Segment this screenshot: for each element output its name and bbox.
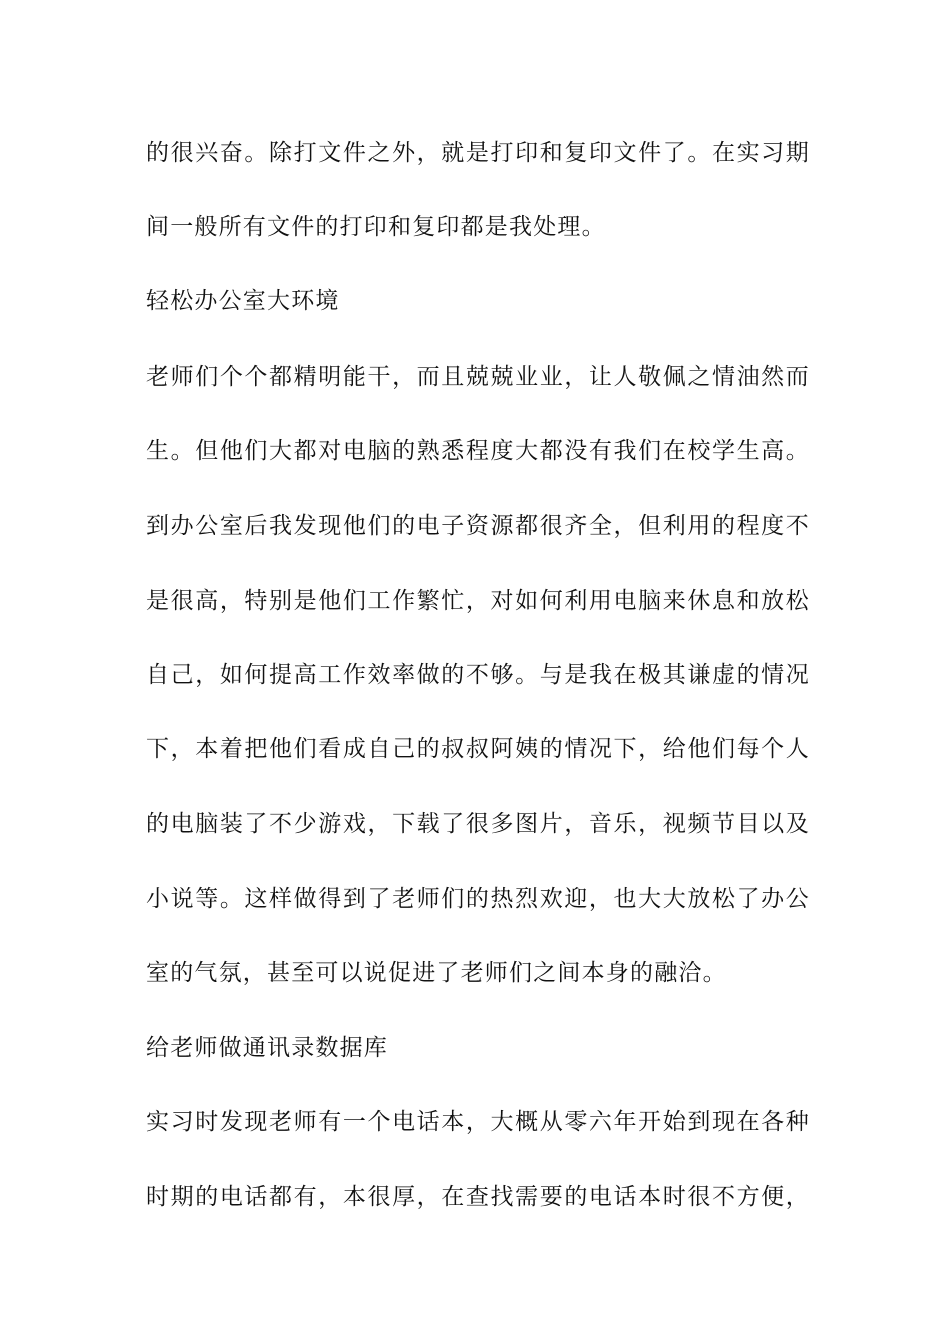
body-text-line: 实习时发现老师有一个电话本，大概从零六年开始到现在各种 [146,1109,810,1135]
body-text-line: 自己，如何提高工作效率做的不够。与是我在极其谦虚的情况 [146,662,810,688]
body-text-line: 生。但他们大都对电脑的熟悉程度大都没有我们在校学生高。 [146,438,810,464]
body-text-line: 的很兴奋。除打文件之外，就是打印和复印文件了。在实习期 [146,140,810,166]
body-text-line: 室的气氛，甚至可以说促进了老师们之间本身的融洽。 [146,960,727,986]
body-text-line: 是很高，特别是他们工作繁忙，对如何利用电脑来休息和放松 [146,588,810,614]
body-text-line: 到办公室后我发现他们的电子资源都很齐全，但利用的程度不 [146,513,810,539]
section-heading: 给老师做通讯录数据库 [146,1035,388,1061]
section-heading: 轻松办公室大环境 [146,288,340,314]
body-text-line: 间一般所有文件的打印和复印都是我处理。 [146,214,606,240]
body-text-line: 时期的电话都有，本很厚，在查找需要的电话本时很不方便， [146,1184,810,1210]
body-text-line: 下，本着把他们看成自己的叔叔阿姨的情况下，给他们每个人 [146,736,810,762]
body-text-line: 小说等。这样做得到了老师们的热烈欢迎，也大大放松了办公 [146,886,810,912]
body-text-line: 的电脑装了不少游戏，下载了很多图片，音乐，视频节目以及 [146,811,810,837]
body-text-line: 老师们个个都精明能干，而且兢兢业业，让人敬佩之情油然而 [146,364,810,390]
